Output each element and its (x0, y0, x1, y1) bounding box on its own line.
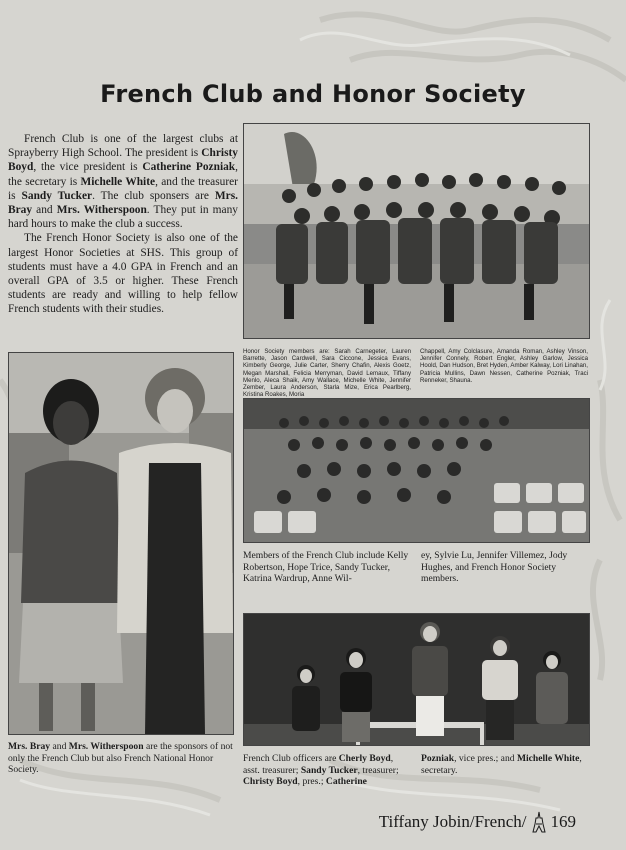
club-caption-left: Members of the French Club include Kelly Robertson, Hope Trice, Sandy Tucker, Katrina Wardrup, Anne Wil- (243, 550, 409, 585)
intro-text (8, 132, 238, 317)
officers-caption-left: French Club officers are Cherly Boyd, asst. treasurer; Sandy Tucker, treasurer; Christy Boyd, pres.; Catherine (243, 753, 399, 788)
page-title: French Club and Honor Society (100, 80, 526, 108)
photographer-credit: Tiffany Jobin/French/ (378, 812, 527, 831)
advisors-caption: Mrs. Bray and Mrs. Witherspoon are the sponsors of not only the French Club but also French National Honor Society. (8, 741, 233, 776)
officers-photo (243, 613, 590, 746)
page-number: 169 (550, 812, 576, 831)
honor-caption-right: Chappell, Amy Colclasure, Amanda Roman, Ashley Vinson, Jennifer Connely, Robert Engler, Ashley Garlow, Jessica Hoold, Dan Hudson, Bret Hyden, Amber Kalway, Lori Linahan, Patricia Mullins, Dawn Nessen, Catherine Pozniak, Traci Renneker, Shauna. (420, 348, 588, 384)
intro-paragraph-club: French Club is one of the largest clubs at Sprayberry High School. The president is Christy Boyd, the vice president is Catherine Pozniak, the secretary is Michelle White, and the treasurer is Sandy Tucker. The club sponsers are Mrs. Bray and Mrs. Witherspoon. They put in many hard hours to make the club a success. (8, 133, 238, 231)
honor-society-photo (243, 123, 590, 339)
page-footer (379, 811, 576, 833)
honor-caption-left: Honor Society members are: Sarah Carnegeter, Lauren Barrette, Jason Cardwell, Sara Ciccone, Jessica Evans, Kimberly George, Julie Carter, Sherry Chafin, Alexis Goetz, Megan Marshall, Felicia Merryman, David Lemaux, Tiffany Menlo, Aleca Shaik, Amy Wallace, Michelle White, Jennifer Zember, Laura Anderson, Starla Mize, Erica Pearlberg, Kristina Roakes, Moria (243, 348, 411, 399)
french-club-photo (243, 398, 590, 543)
intro-paragraph-honor: The French Honor Society is also one of the largest Honor Societies at SHS. This group of students must have a 4.0 GPA in French and an overall GPA of 3.5 or higher. These French students are ready and willing to help fellow French students with their studies. (8, 232, 238, 316)
eiffel-tower-icon (531, 811, 547, 833)
advisors-photo (8, 352, 234, 735)
club-caption-right: ey, Sylvie Lu, Jennifer Villemez, Jody Hughes, and French Honor Society members. (421, 550, 568, 585)
officers-caption-right: Pozniak, vice pres.; and Michelle White, secretary. (421, 753, 582, 776)
